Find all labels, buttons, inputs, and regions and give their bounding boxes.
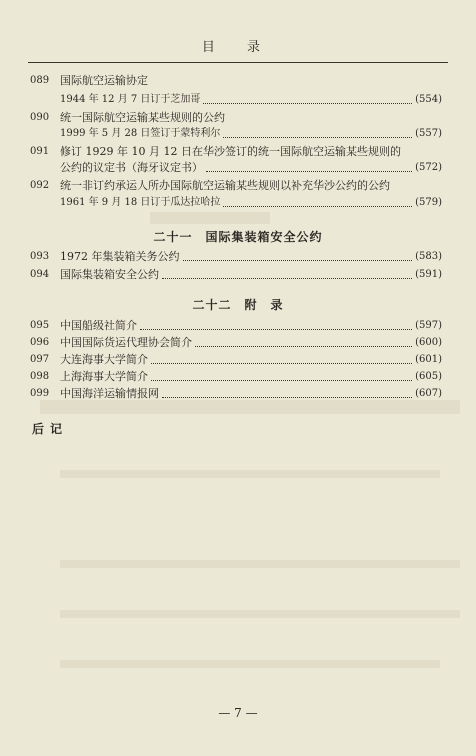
entry-leader-line bbox=[60, 127, 442, 141]
dot-leader bbox=[151, 380, 412, 381]
entry-number: 092 bbox=[30, 180, 50, 191]
dot-leader bbox=[223, 137, 412, 138]
entry-number: 097 bbox=[30, 354, 50, 365]
entry-title: 上海海事大学简介 bbox=[60, 370, 148, 383]
bleed-through-mark bbox=[40, 400, 460, 414]
entry-title: 大连海事大学简介 bbox=[60, 353, 148, 366]
dot-leader bbox=[162, 397, 412, 398]
dot-leader bbox=[162, 278, 412, 279]
entry-number: 096 bbox=[30, 337, 50, 348]
entry-leader-line bbox=[60, 268, 442, 282]
entry-title: 统一非订约承运人所办国际航空运输某些规则以补充华沙公约的公约 bbox=[60, 179, 390, 192]
dot-leader bbox=[140, 329, 412, 330]
entry-number: 099 bbox=[30, 388, 50, 399]
entry-number: 095 bbox=[30, 320, 50, 331]
entry-number: 094 bbox=[30, 269, 50, 280]
page-number: — 7 — bbox=[218, 706, 258, 720]
entry-leader-line bbox=[60, 387, 442, 401]
dot-leader bbox=[183, 260, 413, 261]
entry-number: 090 bbox=[30, 112, 50, 123]
bleed-through-mark bbox=[60, 560, 460, 568]
entry-leader-line bbox=[60, 336, 442, 350]
dot-leader bbox=[203, 103, 412, 104]
dot-leader bbox=[206, 171, 412, 172]
entry-leader-line bbox=[60, 319, 442, 333]
entry-page: (554) bbox=[415, 94, 442, 105]
entry-page: (600) bbox=[415, 337, 442, 348]
dot-leader bbox=[195, 346, 412, 347]
header-title: 目 录 bbox=[201, 40, 275, 55]
entry-number: 091 bbox=[30, 146, 50, 157]
entry-page: (557) bbox=[415, 128, 442, 139]
bleed-through-mark bbox=[60, 470, 440, 478]
entry-subtitle: 1961 年 9 月 18 日订于瓜达拉哈拉 bbox=[60, 197, 221, 208]
entry-leader-line bbox=[60, 93, 442, 107]
entry-number: 089 bbox=[30, 75, 50, 86]
afterword-heading: 后记 bbox=[32, 422, 69, 436]
entry-page: (597) bbox=[415, 320, 442, 331]
dot-leader bbox=[151, 363, 412, 364]
entry-title: 修订 1929 年 10 月 12 日在华沙签订的统一国际航空运输某些规则的 bbox=[60, 145, 401, 158]
entry-title: 中国船级社简介 bbox=[60, 319, 137, 332]
entry-subtitle: 1944 年 12 月 7 日订于芝加哥 bbox=[60, 94, 201, 105]
entry-title: 统一国际航空运输某些规则的公约 bbox=[60, 111, 225, 124]
entry-title: 国际集装箱安全公约 bbox=[60, 268, 159, 281]
entry-leader-line bbox=[60, 196, 442, 210]
bleed-through-mark bbox=[60, 610, 460, 618]
entry-page: (583) bbox=[415, 251, 442, 262]
bleed-through-mark bbox=[150, 212, 270, 224]
entry-page: (572) bbox=[415, 162, 442, 173]
entry-title: 中国国际货运代理协会简介 bbox=[60, 336, 192, 349]
entry-subtitle: 1999 年 5 月 28 日签订于蒙特利尔 bbox=[60, 128, 221, 139]
dot-leader bbox=[223, 206, 412, 207]
header-rule bbox=[28, 62, 448, 63]
bleed-through-mark bbox=[60, 660, 440, 668]
entry-subtitle: 公约的议定书（海牙议定书） bbox=[60, 161, 203, 174]
entry-page: (579) bbox=[415, 197, 442, 208]
section-heading: 二十二 附 录 bbox=[192, 298, 284, 312]
entry-page: (591) bbox=[415, 269, 442, 280]
entry-number: 093 bbox=[30, 251, 50, 262]
entry-number: 098 bbox=[30, 371, 50, 382]
entry-leader-line bbox=[60, 370, 442, 384]
entry-page: (605) bbox=[415, 371, 442, 382]
entry-leader-line bbox=[60, 161, 442, 175]
entry-leader-line bbox=[60, 353, 442, 367]
entry-page: (607) bbox=[415, 388, 442, 399]
section-heading: 二十一 国际集装箱安全公约 bbox=[153, 230, 323, 244]
running-header bbox=[28, 40, 448, 60]
entry-page: (601) bbox=[415, 354, 442, 365]
entry-title: 1972 年集装箱关务公约 bbox=[60, 250, 180, 263]
entry-leader-line bbox=[60, 250, 442, 264]
entry-title: 中国海洋运输情报网 bbox=[60, 387, 159, 400]
entry-title: 国际航空运输协定 bbox=[60, 74, 148, 87]
